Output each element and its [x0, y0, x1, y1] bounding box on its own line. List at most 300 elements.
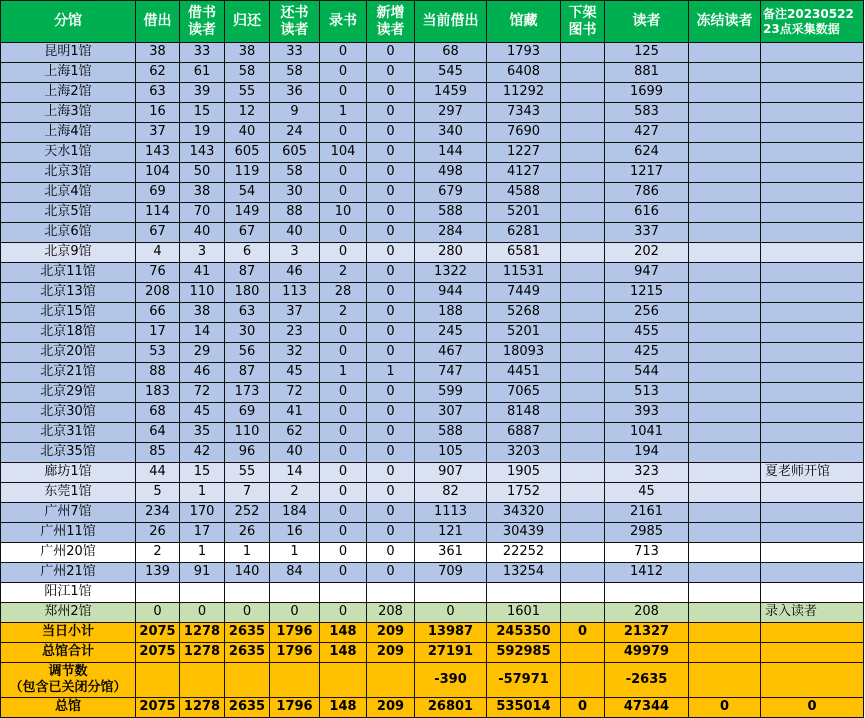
data-cell[interactable]: 6887 — [487, 423, 561, 443]
summary-value-cell[interactable] — [761, 623, 864, 643]
header-branch[interactable]: 分馆 — [1, 1, 136, 43]
data-cell[interactable]: 0 — [320, 323, 367, 343]
branch-name-cell[interactable]: 上海3馆 — [1, 103, 136, 123]
data-cell[interactable]: 72 — [270, 383, 320, 403]
data-cell[interactable]: 0 — [180, 603, 225, 623]
data-cell[interactable]: 0 — [320, 243, 367, 263]
data-cell[interactable]: 0 — [320, 83, 367, 103]
data-cell[interactable]: 0 — [367, 183, 415, 203]
summary-value-cell[interactable] — [689, 663, 761, 698]
summary-value-cell[interactable]: 0 — [761, 698, 864, 718]
data-cell[interactable] — [761, 223, 864, 243]
summary-value-cell[interactable] — [367, 663, 415, 698]
data-cell[interactable]: 41 — [270, 403, 320, 423]
data-cell[interactable]: 23 — [270, 323, 320, 343]
data-cell[interactable]: 1 — [270, 543, 320, 563]
data-cell[interactable] — [561, 203, 605, 223]
data-cell[interactable]: 1041 — [605, 423, 689, 443]
data-cell[interactable]: 1227 — [487, 143, 561, 163]
data-cell[interactable]: 50 — [180, 163, 225, 183]
data-cell[interactable]: 56 — [225, 343, 270, 363]
data-cell[interactable] — [561, 423, 605, 443]
data-cell[interactable]: 8148 — [487, 403, 561, 423]
header-current-lent[interactable]: 当前借出 — [415, 1, 487, 43]
header-readers[interactable]: 读者 — [605, 1, 689, 43]
branch-name-cell[interactable]: 北京21馆 — [1, 363, 136, 383]
branch-name-cell[interactable]: 广州21馆 — [1, 563, 136, 583]
data-cell[interactable]: 0 — [367, 123, 415, 143]
branch-name-cell[interactable]: 北京35馆 — [1, 443, 136, 463]
data-cell[interactable] — [761, 163, 864, 183]
data-cell[interactable] — [761, 583, 864, 603]
data-cell[interactable] — [561, 443, 605, 463]
data-cell[interactable] — [270, 583, 320, 603]
data-cell[interactable] — [561, 83, 605, 103]
data-cell[interactable]: 0 — [367, 403, 415, 423]
data-cell[interactable]: 337 — [605, 223, 689, 243]
data-cell[interactable]: 297 — [415, 103, 487, 123]
data-cell[interactable]: 944 — [415, 283, 487, 303]
data-cell[interactable] — [689, 123, 761, 143]
data-cell[interactable] — [136, 583, 180, 603]
data-cell[interactable]: 64 — [136, 423, 180, 443]
data-cell[interactable]: 68 — [415, 43, 487, 63]
data-cell[interactable]: 28 — [320, 283, 367, 303]
data-cell[interactable]: 0 — [367, 503, 415, 523]
data-cell[interactable] — [761, 323, 864, 343]
data-cell[interactable] — [561, 463, 605, 483]
data-cell[interactable]: 280 — [415, 243, 487, 263]
data-cell[interactable]: 1 — [180, 543, 225, 563]
summary-value-cell[interactable]: 2635 — [225, 698, 270, 718]
data-cell[interactable]: 38 — [225, 43, 270, 63]
data-cell[interactable] — [761, 63, 864, 83]
data-cell[interactable]: 144 — [415, 143, 487, 163]
data-cell[interactable] — [689, 43, 761, 63]
data-cell[interactable]: 58 — [225, 63, 270, 83]
branch-name-cell[interactable]: 广州7馆 — [1, 503, 136, 523]
data-cell[interactable] — [689, 243, 761, 263]
data-cell[interactable]: 202 — [605, 243, 689, 263]
data-cell[interactable] — [689, 543, 761, 563]
summary-value-cell[interactable]: 1796 — [270, 698, 320, 718]
summary-value-cell[interactable]: 1278 — [180, 623, 225, 643]
data-cell[interactable]: 0 — [320, 63, 367, 83]
data-cell[interactable]: 679 — [415, 183, 487, 203]
data-cell[interactable]: 183 — [136, 383, 180, 403]
data-cell[interactable] — [561, 403, 605, 423]
data-cell[interactable]: 0 — [320, 343, 367, 363]
data-cell[interactable]: 208 — [367, 603, 415, 623]
data-cell[interactable]: 5268 — [487, 303, 561, 323]
data-cell[interactable]: 113 — [270, 283, 320, 303]
data-cell[interactable]: 0 — [320, 183, 367, 203]
data-cell[interactable] — [561, 63, 605, 83]
data-cell[interactable]: 0 — [367, 443, 415, 463]
data-cell[interactable] — [561, 563, 605, 583]
data-cell[interactable]: 467 — [415, 343, 487, 363]
data-cell[interactable] — [561, 503, 605, 523]
data-cell[interactable]: 544 — [605, 363, 689, 383]
data-cell[interactable]: 1 — [180, 483, 225, 503]
data-cell[interactable]: 45 — [270, 363, 320, 383]
header-return-readers[interactable]: 还书 读者 — [270, 1, 320, 43]
data-cell[interactable]: 46 — [180, 363, 225, 383]
data-cell[interactable]: 323 — [605, 463, 689, 483]
data-cell[interactable]: 58 — [270, 163, 320, 183]
data-cell[interactable]: 0 — [367, 543, 415, 563]
data-cell[interactable]: 10 — [320, 203, 367, 223]
data-cell[interactable]: 1459 — [415, 83, 487, 103]
summary-value-cell[interactable]: -2635 — [605, 663, 689, 698]
data-cell[interactable] — [689, 203, 761, 223]
summary-value-cell[interactable] — [270, 663, 320, 698]
data-cell[interactable]: 14 — [270, 463, 320, 483]
data-cell[interactable] — [689, 303, 761, 323]
header-lend[interactable]: 借出 — [136, 1, 180, 43]
data-cell[interactable] — [180, 583, 225, 603]
data-cell[interactable]: 143 — [136, 143, 180, 163]
data-cell[interactable] — [689, 583, 761, 603]
data-cell[interactable]: 588 — [415, 203, 487, 223]
branch-name-cell[interactable]: 昆明1馆 — [1, 43, 136, 63]
data-cell[interactable]: 545 — [415, 63, 487, 83]
data-cell[interactable]: 208 — [136, 283, 180, 303]
data-cell[interactable]: 0 — [367, 143, 415, 163]
data-cell[interactable]: 0 — [320, 223, 367, 243]
data-cell[interactable]: 53 — [136, 343, 180, 363]
data-cell[interactable] — [561, 143, 605, 163]
data-cell[interactable]: 786 — [605, 183, 689, 203]
data-cell[interactable]: 2 — [320, 303, 367, 323]
data-cell[interactable] — [761, 123, 864, 143]
data-cell[interactable]: 17 — [180, 523, 225, 543]
data-cell[interactable]: 180 — [225, 283, 270, 303]
data-cell[interactable]: 5201 — [487, 203, 561, 223]
data-cell[interactable]: 0 — [320, 603, 367, 623]
summary-value-cell[interactable] — [689, 643, 761, 663]
data-cell[interactable] — [561, 483, 605, 503]
data-cell[interactable]: 110 — [180, 283, 225, 303]
branch-name-cell[interactable]: 北京9馆 — [1, 243, 136, 263]
data-cell[interactable]: 55 — [225, 463, 270, 483]
summary-value-cell[interactable]: 27191 — [415, 643, 487, 663]
data-cell[interactable]: 44 — [136, 463, 180, 483]
data-cell[interactable]: 87 — [225, 363, 270, 383]
data-cell[interactable]: 455 — [605, 323, 689, 343]
data-cell[interactable]: 34320 — [487, 503, 561, 523]
data-cell[interactable]: 2 — [270, 483, 320, 503]
data-cell[interactable] — [689, 83, 761, 103]
data-cell[interactable]: 0 — [320, 123, 367, 143]
data-cell[interactable] — [561, 283, 605, 303]
data-cell[interactable] — [689, 443, 761, 463]
data-cell[interactable] — [689, 323, 761, 343]
data-cell[interactable]: 1 — [225, 543, 270, 563]
data-cell[interactable]: 38 — [180, 183, 225, 203]
data-cell[interactable]: 2985 — [605, 523, 689, 543]
data-cell[interactable]: 11531 — [487, 263, 561, 283]
summary-value-cell[interactable] — [320, 663, 367, 698]
data-cell[interactable] — [561, 223, 605, 243]
data-cell[interactable]: 45 — [180, 403, 225, 423]
data-cell[interactable]: 1 — [320, 363, 367, 383]
header-removed[interactable]: 下架 图书 — [561, 1, 605, 43]
data-cell[interactable]: 32 — [270, 343, 320, 363]
data-cell[interactable]: 1113 — [415, 503, 487, 523]
data-cell[interactable]: 33 — [180, 43, 225, 63]
data-cell[interactable] — [761, 83, 864, 103]
data-cell[interactable]: 40 — [270, 443, 320, 463]
data-cell[interactable]: 0 — [367, 243, 415, 263]
branch-name-cell[interactable]: 北京4馆 — [1, 183, 136, 203]
summary-value-cell[interactable]: 592985 — [487, 643, 561, 663]
data-cell[interactable]: 12 — [225, 103, 270, 123]
data-cell[interactable]: 284 — [415, 223, 487, 243]
data-cell[interactable] — [689, 563, 761, 583]
summary-value-cell[interactable] — [761, 643, 864, 663]
data-cell[interactable] — [561, 243, 605, 263]
data-cell[interactable]: 0 — [367, 223, 415, 243]
data-cell[interactable]: 82 — [415, 483, 487, 503]
data-cell[interactable]: 1752 — [487, 483, 561, 503]
data-cell[interactable]: 947 — [605, 263, 689, 283]
data-cell[interactable]: 38 — [136, 43, 180, 63]
data-cell[interactable]: 0 — [320, 563, 367, 583]
data-cell[interactable]: 4588 — [487, 183, 561, 203]
summary-label-cell[interactable]: 当日小计 — [1, 623, 136, 643]
data-cell[interactable]: 0 — [367, 423, 415, 443]
header-new-readers[interactable]: 新增 读者 — [367, 1, 415, 43]
data-cell[interactable]: 907 — [415, 463, 487, 483]
summary-value-cell[interactable]: 1278 — [180, 698, 225, 718]
data-cell[interactable]: 0 — [320, 163, 367, 183]
data-cell[interactable]: 0 — [320, 503, 367, 523]
data-cell[interactable]: 881 — [605, 63, 689, 83]
summary-value-cell[interactable] — [136, 663, 180, 698]
data-cell[interactable]: 40 — [180, 223, 225, 243]
data-cell[interactable] — [689, 103, 761, 123]
summary-value-cell[interactable]: 0 — [561, 623, 605, 643]
data-cell[interactable]: 30 — [225, 323, 270, 343]
data-cell[interactable]: 2 — [320, 263, 367, 283]
data-cell[interactable]: 2 — [136, 543, 180, 563]
summary-value-cell[interactable]: 0 — [561, 698, 605, 718]
data-cell[interactable]: 17 — [136, 323, 180, 343]
data-cell[interactable]: 513 — [605, 383, 689, 403]
data-cell[interactable]: 4451 — [487, 363, 561, 383]
data-cell[interactable] — [561, 303, 605, 323]
branch-name-cell[interactable]: 上海4馆 — [1, 123, 136, 143]
data-cell[interactable]: 184 — [270, 503, 320, 523]
data-cell[interactable]: 69 — [136, 183, 180, 203]
data-cell[interactable]: 61 — [180, 63, 225, 83]
data-cell[interactable]: 3 — [180, 243, 225, 263]
data-cell[interactable]: 105 — [415, 443, 487, 463]
data-cell[interactable]: 15 — [180, 463, 225, 483]
data-cell[interactable]: 2161 — [605, 503, 689, 523]
data-cell[interactable] — [689, 483, 761, 503]
data-cell[interactable]: 709 — [415, 563, 487, 583]
data-cell[interactable]: 35 — [180, 423, 225, 443]
data-cell[interactable]: 1793 — [487, 43, 561, 63]
data-cell[interactable]: 录入读者 — [761, 603, 864, 623]
data-cell[interactable] — [561, 363, 605, 383]
data-cell[interactable]: 624 — [605, 143, 689, 163]
data-cell[interactable] — [689, 363, 761, 383]
summary-value-cell[interactable]: 2075 — [136, 623, 180, 643]
data-cell[interactable]: 0 — [367, 383, 415, 403]
data-cell[interactable]: 713 — [605, 543, 689, 563]
data-cell[interactable]: 140 — [225, 563, 270, 583]
data-cell[interactable]: 1 — [367, 363, 415, 383]
branch-name-cell[interactable]: 北京13馆 — [1, 283, 136, 303]
data-cell[interactable] — [561, 43, 605, 63]
data-cell[interactable]: 37 — [136, 123, 180, 143]
summary-value-cell[interactable] — [180, 663, 225, 698]
data-cell[interactable]: 7690 — [487, 123, 561, 143]
data-cell[interactable]: 70 — [180, 203, 225, 223]
branch-name-cell[interactable]: 阳江1馆 — [1, 583, 136, 603]
data-cell[interactable] — [561, 123, 605, 143]
data-cell[interactable] — [761, 363, 864, 383]
branch-name-cell[interactable]: 广州11馆 — [1, 523, 136, 543]
branch-name-cell[interactable]: 上海1馆 — [1, 63, 136, 83]
data-cell[interactable]: 6581 — [487, 243, 561, 263]
data-cell[interactable]: 1 — [320, 103, 367, 123]
data-cell[interactable]: 1699 — [605, 83, 689, 103]
data-cell[interactable]: 0 — [367, 463, 415, 483]
data-cell[interactable]: 4127 — [487, 163, 561, 183]
branch-name-cell[interactable]: 北京30馆 — [1, 403, 136, 423]
data-cell[interactable]: 0 — [136, 603, 180, 623]
data-cell[interactable]: 0 — [270, 603, 320, 623]
data-cell[interactable]: 6408 — [487, 63, 561, 83]
branch-name-cell[interactable]: 北京20馆 — [1, 343, 136, 363]
data-cell[interactable]: 24 — [270, 123, 320, 143]
data-cell[interactable] — [761, 403, 864, 423]
data-cell[interactable]: 208 — [605, 603, 689, 623]
branch-name-cell[interactable]: 上海2馆 — [1, 83, 136, 103]
data-cell[interactable]: 55 — [225, 83, 270, 103]
data-cell[interactable]: 0 — [320, 523, 367, 543]
data-cell[interactable]: 63 — [225, 303, 270, 323]
data-cell[interactable]: 125 — [605, 43, 689, 63]
summary-value-cell[interactable] — [561, 643, 605, 663]
branch-name-cell[interactable]: 北京29馆 — [1, 383, 136, 403]
data-cell[interactable]: 0 — [320, 543, 367, 563]
data-cell[interactable]: 0 — [320, 43, 367, 63]
data-cell[interactable]: 29 — [180, 343, 225, 363]
branch-name-cell[interactable]: 北京18馆 — [1, 323, 136, 343]
data-cell[interactable] — [761, 503, 864, 523]
summary-label-cell[interactable]: 总馆合计 — [1, 643, 136, 663]
data-cell[interactable]: 0 — [367, 203, 415, 223]
summary-value-cell[interactable]: 47344 — [605, 698, 689, 718]
data-cell[interactable]: 63 — [136, 83, 180, 103]
data-cell[interactable]: 9 — [270, 103, 320, 123]
data-cell[interactable] — [487, 583, 561, 603]
data-cell[interactable] — [761, 263, 864, 283]
data-cell[interactable]: 72 — [180, 383, 225, 403]
branch-name-cell[interactable]: 北京31馆 — [1, 423, 136, 443]
data-cell[interactable]: 583 — [605, 103, 689, 123]
branch-name-cell[interactable]: 北京11馆 — [1, 263, 136, 283]
data-cell[interactable]: 425 — [605, 343, 689, 363]
data-cell[interactable] — [561, 543, 605, 563]
data-cell[interactable]: 104 — [320, 143, 367, 163]
data-cell[interactable]: 1905 — [487, 463, 561, 483]
data-cell[interactable]: 4 — [136, 243, 180, 263]
data-cell[interactable] — [761, 483, 864, 503]
summary-value-cell[interactable] — [561, 663, 605, 698]
data-cell[interactable]: 42 — [180, 443, 225, 463]
data-cell[interactable]: 67 — [225, 223, 270, 243]
data-cell[interactable]: 121 — [415, 523, 487, 543]
data-cell[interactable]: 616 — [605, 203, 689, 223]
data-cell[interactable] — [761, 443, 864, 463]
data-cell[interactable]: 0 — [367, 523, 415, 543]
data-cell[interactable] — [689, 403, 761, 423]
data-cell[interactable]: 54 — [225, 183, 270, 203]
data-cell[interactable] — [415, 583, 487, 603]
data-cell[interactable] — [761, 203, 864, 223]
data-cell[interactable] — [561, 323, 605, 343]
summary-value-cell[interactable]: 245350 — [487, 623, 561, 643]
data-cell[interactable]: 14 — [180, 323, 225, 343]
data-cell[interactable]: 19 — [180, 123, 225, 143]
branch-name-cell[interactable]: 北京15馆 — [1, 303, 136, 323]
data-cell[interactable]: 58 — [270, 63, 320, 83]
branch-name-cell[interactable]: 北京6馆 — [1, 223, 136, 243]
data-cell[interactable]: 76 — [136, 263, 180, 283]
data-cell[interactable]: 96 — [225, 443, 270, 463]
data-cell[interactable]: 605 — [270, 143, 320, 163]
data-cell[interactable]: 588 — [415, 423, 487, 443]
data-cell[interactable]: 170 — [180, 503, 225, 523]
summary-value-cell[interactable]: 2635 — [225, 643, 270, 663]
data-cell[interactable] — [761, 383, 864, 403]
summary-value-cell[interactable]: 2075 — [136, 698, 180, 718]
summary-value-cell[interactable]: 13987 — [415, 623, 487, 643]
data-cell[interactable]: 37 — [270, 303, 320, 323]
data-cell[interactable]: 3 — [270, 243, 320, 263]
summary-value-cell[interactable]: 148 — [320, 643, 367, 663]
branch-name-cell[interactable]: 北京5馆 — [1, 203, 136, 223]
data-cell[interactable] — [689, 523, 761, 543]
data-cell[interactable] — [689, 223, 761, 243]
summary-value-cell[interactable]: 209 — [367, 698, 415, 718]
data-cell[interactable] — [689, 283, 761, 303]
data-cell[interactable]: 188 — [415, 303, 487, 323]
summary-value-cell[interactable]: 1796 — [270, 623, 320, 643]
summary-value-cell[interactable]: 49979 — [605, 643, 689, 663]
data-cell[interactable]: 119 — [225, 163, 270, 183]
data-cell[interactable] — [561, 103, 605, 123]
data-cell[interactable]: 0 — [367, 343, 415, 363]
data-cell[interactable] — [689, 603, 761, 623]
data-cell[interactable] — [689, 263, 761, 283]
data-cell[interactable]: 110 — [225, 423, 270, 443]
data-cell[interactable]: 30 — [270, 183, 320, 203]
summary-value-cell[interactable]: 148 — [320, 623, 367, 643]
data-cell[interactable]: 0 — [367, 163, 415, 183]
header-return[interactable]: 归还 — [225, 1, 270, 43]
summary-value-cell[interactable]: 2635 — [225, 623, 270, 643]
data-cell[interactable] — [561, 523, 605, 543]
data-cell[interactable] — [761, 143, 864, 163]
data-cell[interactable]: 139 — [136, 563, 180, 583]
